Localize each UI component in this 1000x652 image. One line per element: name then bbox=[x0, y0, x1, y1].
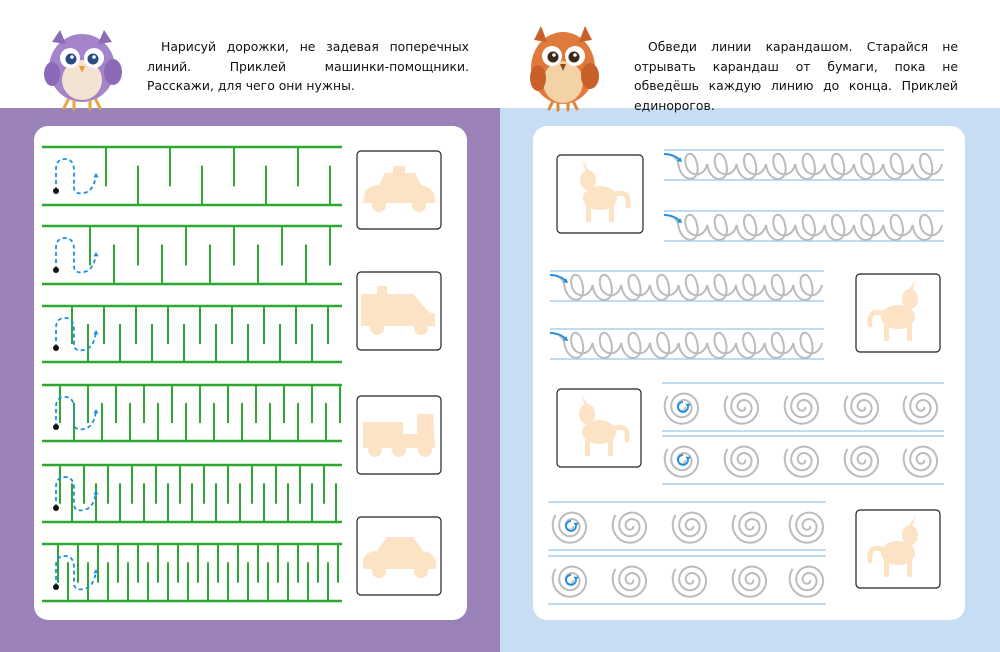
sticker-slot-ambulance-van-silhouette bbox=[357, 272, 441, 350]
unicorn-leg bbox=[884, 559, 889, 577]
wheel bbox=[372, 198, 386, 212]
sticker-slot-unicorn-standing-silhouette bbox=[856, 274, 940, 352]
unicorn-head bbox=[580, 170, 596, 190]
purple-owl-mascot bbox=[44, 30, 122, 109]
unicorn-leg bbox=[609, 204, 614, 222]
maze-start-dot bbox=[53, 267, 59, 273]
wheel bbox=[370, 321, 384, 335]
maze-start-dot bbox=[53, 345, 59, 351]
wheel bbox=[418, 443, 432, 457]
wheel bbox=[372, 564, 386, 578]
wheel bbox=[368, 443, 382, 457]
unicorn-leg bbox=[585, 438, 590, 456]
left-instruction-text: Нарисуй дорожки, не задевая поперечных линий. Приклей машинки-помощники. Расскажи, для чего они нужны. bbox=[147, 39, 469, 93]
maze-start-dot bbox=[53, 505, 59, 511]
right-instruction-text: Обведи линии карандашом. Старайся не отрывать карандаш от бумаги, пока не обведёшь каждую линию до конца. Приклей единорогов. bbox=[634, 39, 958, 113]
taxi-sign bbox=[393, 166, 405, 173]
sticker-slot-unicorn-galloping-silhouette bbox=[856, 510, 940, 588]
wheel bbox=[412, 198, 426, 212]
wheel bbox=[414, 321, 428, 335]
siren bbox=[377, 286, 387, 294]
sticker-slot-taxi-car-silhouette bbox=[357, 151, 441, 229]
maze-start-dot bbox=[53, 584, 59, 590]
unicorn-head bbox=[902, 525, 918, 545]
unicorn-leg bbox=[884, 323, 889, 341]
unicorn-leg bbox=[608, 438, 613, 456]
sticker-slot-unicorn-rearing-silhouette bbox=[557, 389, 641, 467]
orange-owl-mascot bbox=[530, 26, 599, 110]
unicorn-head bbox=[579, 404, 595, 424]
unicorn-leg bbox=[586, 204, 591, 222]
sticker-slot-unicorn-leaping-silhouette bbox=[557, 155, 643, 233]
unicorn-leg bbox=[907, 323, 912, 341]
sticker-slot-truck-silhouette bbox=[357, 396, 441, 474]
wheel bbox=[414, 564, 428, 578]
maze-start-dot bbox=[53, 424, 59, 430]
sticker-slot-passenger-car-silhouette bbox=[357, 517, 441, 595]
maze-start-dot bbox=[53, 188, 59, 194]
wheel bbox=[392, 443, 406, 457]
unicorn-head bbox=[902, 289, 918, 309]
unicorn-leg bbox=[907, 559, 912, 577]
